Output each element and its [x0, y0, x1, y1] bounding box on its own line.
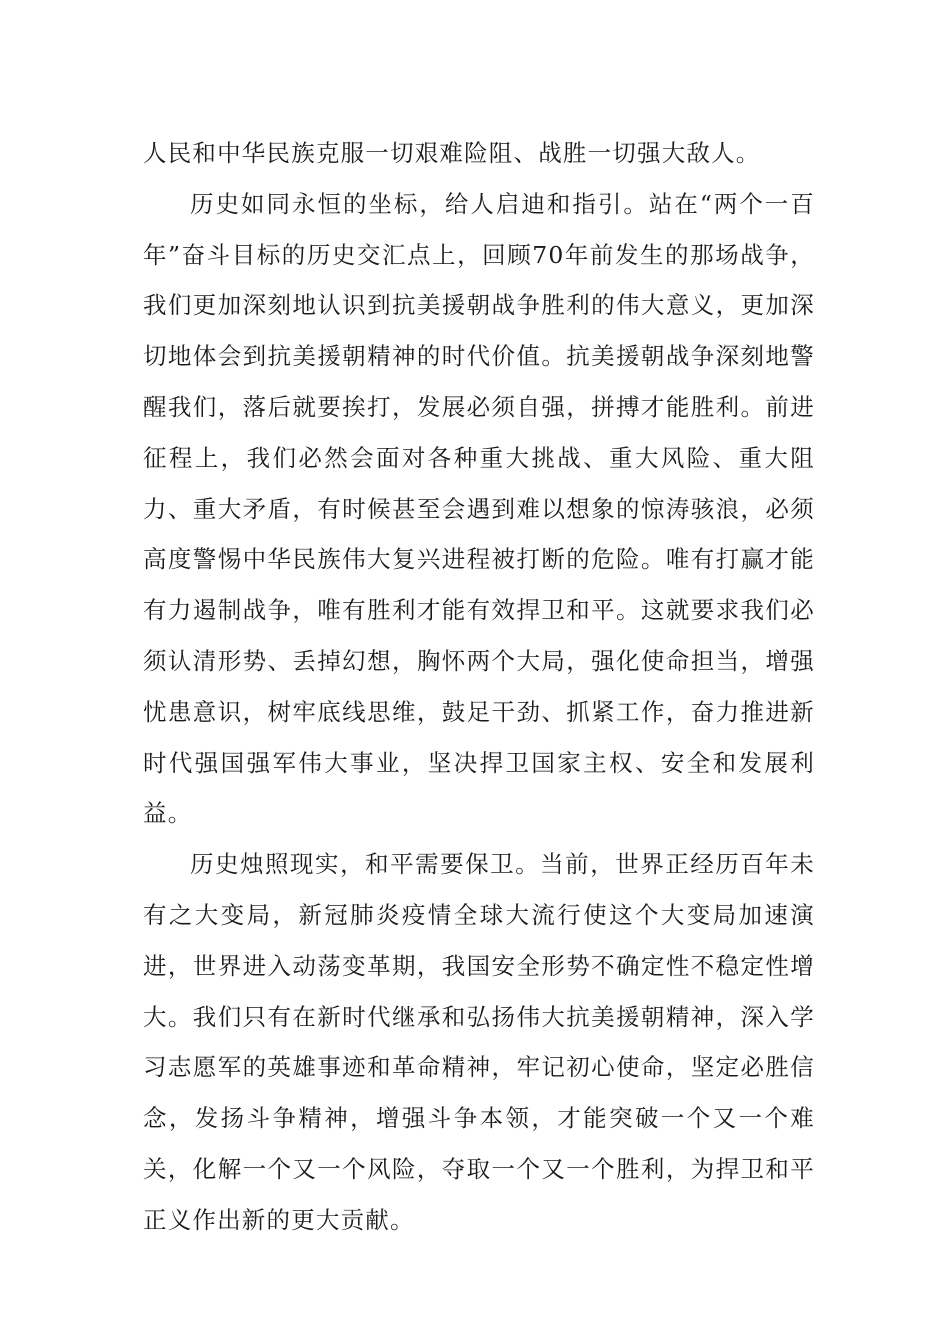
paragraph-history-reality: 历史烛照现实，和平需要保卫。当前，世界正经历百年未有之大变局，新冠肺炎疫情全球大流行使这个大变局加速演进，世界进入动荡变革期，我国安全形势不确定性不稳定性增大。我们只有在新时代继承和弘扬伟大抗美援朝精神，深入学习志愿军的英雄事迹和革命精神，牢记初心使命，坚定必胜信念，发扬斗争精神，增强斗争本领，才能突破一个又一个难关，化解一个又一个风险，夺取一个又一个胜利，为捍卫和平正义作出新的更大贡献。: [143, 850, 815, 1234]
body-text: [143, 128, 815, 1246]
paragraph-history-coordinate: 历史如同永恒的坐标，给人启迪和指引。站在“两个一百年”奋斗目标的历史交汇点上，回顾70年前发生的那场战争，我们更加深刻地认识到抗美援朝战争胜利的伟大意义，更加深切地体会到抗美援朝精神的时代价值。抗美援朝战争深刻地警醒我们，落后就要挨打，发展必须自强，拼搏才能胜利。前进征程上，我们必然会面对各种重大挑战、重大风险、重大阻力、重大矛盾，有时候甚至会遇到难以想象的惊涛骇浪，必须高度警惕中华民族伟大复兴进程被打断的危险。唯有打赢才能有力遏制战争，唯有胜利才能有效捍卫和平。这就要求我们必须认清形势、丢掉幻想，胸怀两个大局，强化使命担当，增强忧患意识，树牢底线思维，鼓足干劲、抓紧工作，奋力推进新时代强国强军伟大事业，坚决捍卫国家主权、安全和发展利益。: [143, 189, 815, 828]
paragraph-continuation: 人民和中华民族克服一切艰难险阻、战胜一切强大敌人。: [143, 139, 761, 167]
